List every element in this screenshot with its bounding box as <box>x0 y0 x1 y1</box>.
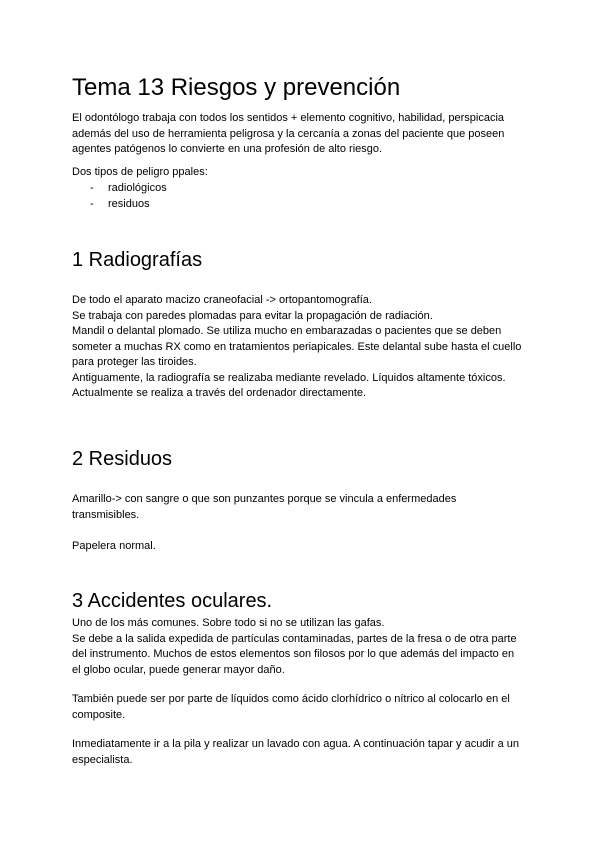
text-line: del instrumento. Muchos de estos elementos son filosos por lo que además del impacto en <box>72 648 515 660</box>
section1-paragraph <box>72 293 534 402</box>
text-line: el globo ocular, puede generar mayor daño. <box>72 663 285 676</box>
section2-note: Papelera normal. <box>72 540 156 552</box>
intro-paragraph <box>72 111 534 158</box>
text-line: para proteger las tiroides. <box>72 356 197 368</box>
list-item-text: residuos <box>108 197 150 210</box>
dash-bullet: - <box>90 182 94 194</box>
text-line: De todo el aparato macizo craneofacial -> ortopantomografía. <box>72 294 372 306</box>
text-line: También puede ser por parte de líquidos como ácido clorhídrico o nítrico al colocarlo en el <box>72 693 510 705</box>
section-heading-residuos: 2 Residuos <box>72 448 173 470</box>
text-line: Uno de los más comunes. Sobre todo si no se utilizan las gafas. <box>72 617 385 629</box>
text-line: Se trabaja con paredes plomadas para evitar la propagación de radiación. <box>72 309 433 322</box>
dangers-intro: Dos tipos de peligro ppales: <box>72 166 208 178</box>
text-line: Se debe a la salida expedida de partículas contaminadas, partes de la fresa o de otra parte <box>72 632 517 645</box>
intro-line: agentes patógenos lo convierte en una profesión de alto riesgo. <box>72 143 383 155</box>
list-item <box>72 181 167 197</box>
text-line: someter a muchas RX como en tratamientos periapicales. Este delantal sube hasta el cuello <box>72 340 522 353</box>
section2-paragraph <box>72 492 534 523</box>
section-heading-radiografias: 1 Radiografías <box>72 249 203 271</box>
dangers-list <box>72 181 167 212</box>
section3-paragraph <box>72 737 534 768</box>
intro-line: El odontólogo trabaja con todos los sentidos + elemento cognitivo, habilidad, perspicacia <box>72 112 505 124</box>
text-line: composite. <box>72 708 126 721</box>
dash-bullet: - <box>90 197 94 210</box>
text-line: Mandil o delantal plomado. Se utiliza mucho en embarazadas o pacientes que se deben <box>72 325 502 337</box>
section3-paragraph <box>72 692 534 723</box>
list-item-text: radiológicos <box>108 182 167 194</box>
text-line: Amarillo-> con sangre o que son punzantes porque se vincula a enfermedades <box>72 493 457 505</box>
text-line: transmisibles. <box>72 508 140 521</box>
section3-paragraph <box>72 616 534 678</box>
intro-line: además del uso de herramienta peligrosa y la cercanía a zonas del paciente que poseen <box>72 127 505 140</box>
text-line: Antiguamente, la radiografía se realizaba mediante revelado. Líquidos altamente tóxicos. <box>72 371 506 384</box>
text-line: Actualmente se realiza a través del ordenador directamente. <box>72 387 367 399</box>
page-title: Tema 13 Riesgos y prevención <box>72 74 401 101</box>
text-line: Inmediatamente ir a la pila y realizar un lavado con agua. A continuación tapar y acudir a un <box>72 738 519 750</box>
section-heading-accidentes: 3 Accidentes oculares. <box>72 590 273 612</box>
list-item <box>72 197 167 213</box>
text-line: especialista. <box>72 753 133 766</box>
